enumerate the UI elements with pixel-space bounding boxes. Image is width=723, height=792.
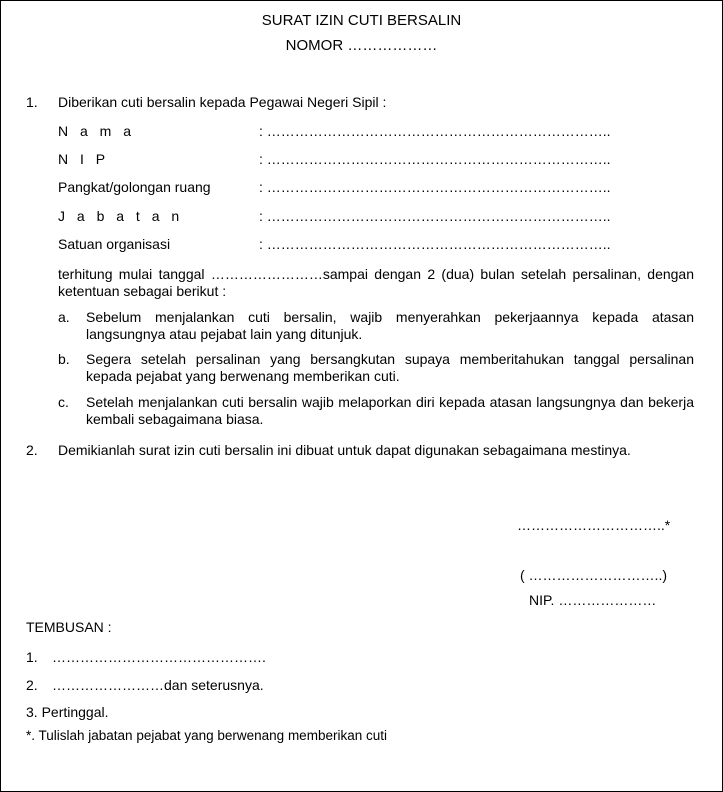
tembusan-item-1: ………………………………………. [52, 649, 266, 665]
signature-name: ( ………………………..) [520, 567, 667, 583]
section-2-number: 2. [26, 442, 38, 458]
tembusan-item-3: 3. Pertinggal. [26, 704, 109, 720]
period-paragraph: terhitung mulai tanggal ……………………sampai dengan 2 (dua) bulan setelah persalinan, dengan ketentuan sebagai berikut : [58, 266, 694, 299]
field-value-satuan: : ……………………………………………………………….. [259, 236, 611, 252]
item-letter-b: b. [58, 351, 70, 367]
letter-title: SURAT IZIN CUTI BERSALIN [261, 12, 462, 29]
item-text-b: Segera setelah persalinan yang bersangkutan supaya memberitahukan tanggal persalinan kepada pejabat yang berwenang memberikan cuti. [86, 351, 694, 384]
tembusan-heading: TEMBUSAN : [26, 619, 112, 635]
field-value-jabatan: : ……………………………………………………………….. [259, 208, 611, 224]
letter-number: NOMOR ……………… [285, 37, 438, 54]
tembusan-num-2: 2. [26, 677, 38, 693]
item-text-a: Sebelum menjalankan cuti bersalin, wajib menyerahkan pekerjaannya kepada atasan langsungnya atau pejabat lain yang ditunjuk. [86, 309, 694, 342]
footnote: *. Tulislah jabatan pejabat yang berwenang memberikan cuti [26, 728, 387, 743]
field-value-pangkat: : ……………………………………………………………….. [259, 179, 611, 195]
signature-nip: NIP. ………………… [529, 592, 657, 608]
field-label-pangkat: Pangkat/golongan ruang [58, 179, 211, 195]
item-letter-c: c. [58, 394, 69, 410]
tembusan-num-1: 1. [26, 649, 38, 665]
section-1-intro: Diberikan cuti bersalin kepada Pegawai Negeri Sipil : [58, 94, 387, 110]
item-text-c: Setelah menjalankan cuti bersalin wajib melaporkan diri kepada atasan langsungnya dan bekerja kembali sebagaimana biasa. [86, 394, 694, 427]
field-value-nip: : ……………………………………………………………….. [259, 151, 611, 167]
item-letter-a: a. [58, 309, 70, 325]
signature-official: …………………………..* [517, 517, 671, 533]
field-label-jabatan: J a b a t a n [58, 208, 184, 224]
field-label-nip: N I P [58, 151, 110, 167]
tembusan-item-2: ……………………dan seterusnya. [52, 677, 264, 693]
section-2-text: Demikianlah surat izin cuti bersalin ini dibuat untuk dapat digunakan sebagaimana mestinya. [58, 442, 631, 458]
field-label-satuan: Satuan organisasi [58, 236, 171, 252]
field-label-nama: N a m a [58, 123, 136, 139]
section-1-number: 1. [26, 94, 38, 110]
field-value-nama: : ……………………………………………………………….. [259, 123, 611, 139]
